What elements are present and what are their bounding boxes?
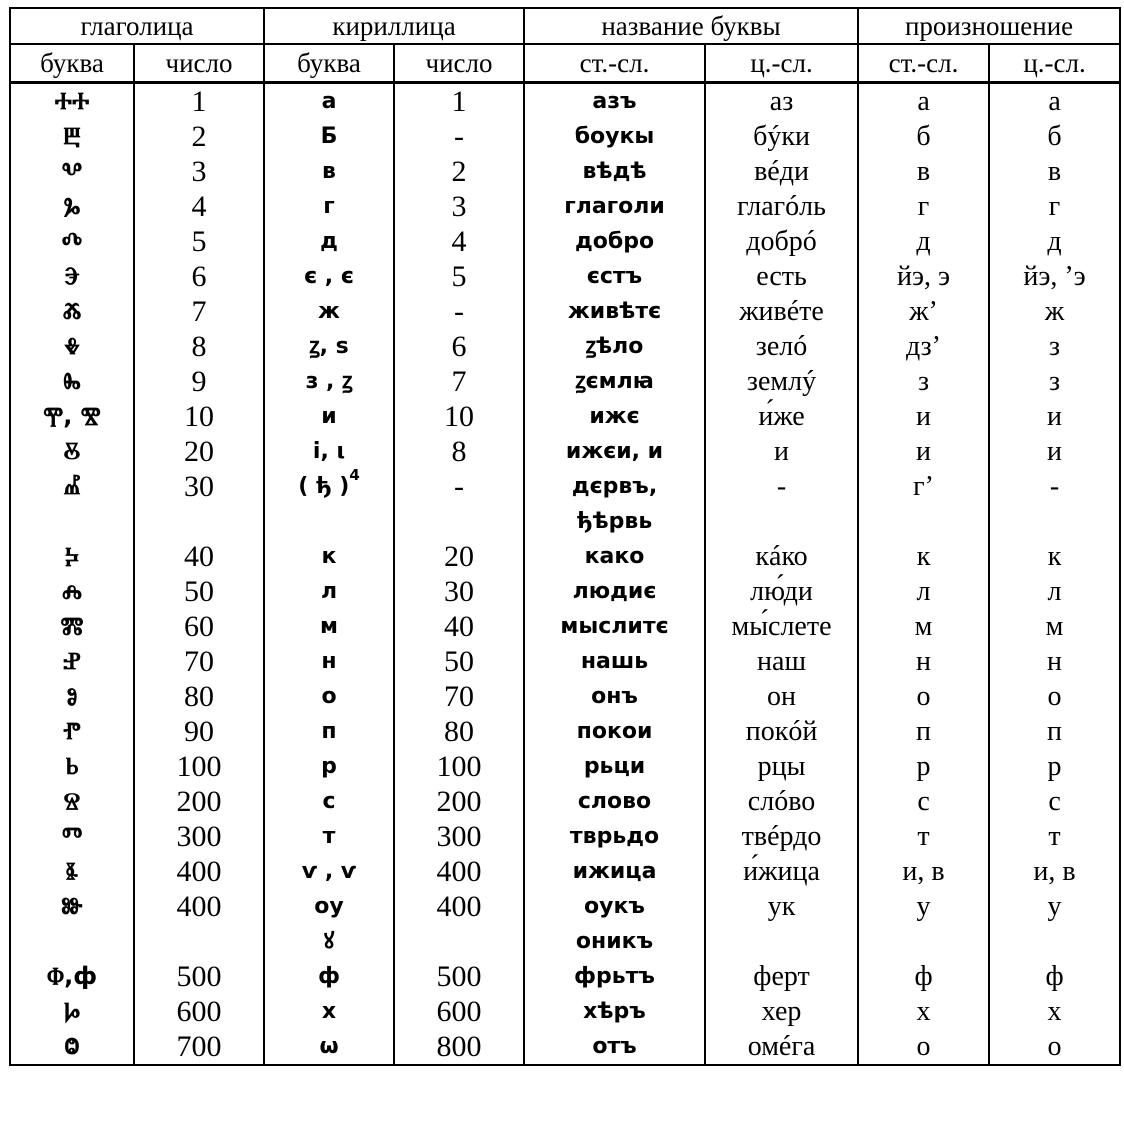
header-letter-name: название буквы xyxy=(524,8,858,44)
name-church-slavonic: слóво xyxy=(705,784,858,819)
pronunciation-old-slavonic: в xyxy=(858,154,989,189)
table-row xyxy=(10,364,1120,399)
cyrillic-number: 50 xyxy=(394,644,524,679)
name-church-slavonic: аз xyxy=(705,83,858,120)
pronunciation-church-slavonic: о xyxy=(989,1029,1120,1065)
pronunciation-old-slavonic: н xyxy=(858,644,989,679)
cyrillic-number: 100 xyxy=(394,749,524,784)
table-row xyxy=(10,1029,1120,1065)
cyrillic-number: - xyxy=(394,469,524,504)
cyrillic-letter: д xyxy=(264,224,394,259)
table-row xyxy=(10,574,1120,609)
cyrillic-letter: оу xyxy=(264,889,394,924)
cyrillic-letter: л xyxy=(264,574,394,609)
cyrillic-letter: р xyxy=(264,749,394,784)
glagolitic-letter: Ⰱ xyxy=(10,119,134,154)
name-church-slavonic: наш xyxy=(705,644,858,679)
cyrillic-number: 1 xyxy=(394,83,524,120)
name-old-slavonic: єстъ xyxy=(524,259,705,294)
glagolitic-letter: Ⱉ xyxy=(10,1029,134,1065)
pronunciation-church-slavonic: и, в xyxy=(989,854,1120,889)
glagolitic-number: 1 xyxy=(134,83,264,120)
glagolitic-number: 30 xyxy=(134,469,264,504)
name-church-slavonic xyxy=(705,924,858,959)
glagolitic-number xyxy=(134,504,264,539)
pronunciation-old-slavonic xyxy=(858,504,989,539)
subheader-glag-letter: буква xyxy=(10,44,134,83)
name-church-slavonic: лю́ди xyxy=(705,574,858,609)
pronunciation-church-slavonic: в xyxy=(989,154,1120,189)
subheader-cyr-number: число xyxy=(394,44,524,83)
glagolitic-letter: Ⰻ xyxy=(10,434,134,469)
glagolitic-number: 400 xyxy=(134,854,264,889)
pronunciation-church-slavonic: и xyxy=(989,399,1120,434)
cyrillic-number: 5 xyxy=(394,259,524,294)
pronunciation-old-slavonic: йэ, э xyxy=(858,259,989,294)
glagolitic-number: 300 xyxy=(134,819,264,854)
name-old-slavonic: ижица xyxy=(524,854,705,889)
cyrillic-number: 3 xyxy=(394,189,524,224)
table-row xyxy=(10,294,1120,329)
pronunciation-church-slavonic: ж xyxy=(989,294,1120,329)
table-body xyxy=(10,83,1120,1066)
name-old-slavonic: добро xyxy=(524,224,705,259)
pronunciation-old-slavonic: г xyxy=(858,189,989,224)
cyrillic-number: 70 xyxy=(394,679,524,714)
glagolitic-letter: Ⰵ xyxy=(10,259,134,294)
name-church-slavonic: вéди xyxy=(705,154,858,189)
glagolitic-number: 50 xyxy=(134,574,264,609)
pronunciation-church-slavonic: а xyxy=(989,83,1120,120)
name-church-slavonic: он xyxy=(705,679,858,714)
name-church-slavonic: ук xyxy=(705,889,858,924)
name-old-slavonic: азъ xyxy=(524,83,705,120)
name-old-slavonic: вѣдѣ xyxy=(524,154,705,189)
subheader-name-cs: ц.-сл. xyxy=(705,44,858,83)
subheader-glag-number: число xyxy=(134,44,264,83)
cyrillic-letter xyxy=(264,504,394,539)
cyrillic-letter: к xyxy=(264,539,394,574)
name-old-slavonic: мыслитє xyxy=(524,609,705,644)
table-row xyxy=(10,644,1120,679)
name-church-slavonic: и xyxy=(705,434,858,469)
name-old-slavonic: живѣтє xyxy=(524,294,705,329)
glagolitic-letter: Ⱁ xyxy=(10,679,134,714)
glagolitic-number: 4 xyxy=(134,189,264,224)
name-old-slavonic: ꙁємлꙗ xyxy=(524,364,705,399)
subheader-name-ocs: ст.-сл. xyxy=(524,44,705,83)
cyrillic-letter: х xyxy=(264,994,394,1029)
pronunciation-old-slavonic: д xyxy=(858,224,989,259)
cyrillic-number: - xyxy=(394,119,524,154)
cyrillic-number: 300 xyxy=(394,819,524,854)
pronunciation-old-slavonic: к xyxy=(858,539,989,574)
cyrillic-number: 800 xyxy=(394,1029,524,1065)
glagolitic-letter: Ⰷ xyxy=(10,329,134,364)
glagolitic-number: 3 xyxy=(134,154,264,189)
table-row xyxy=(10,83,1120,120)
glagolitic-number: 80 xyxy=(134,679,264,714)
name-church-slavonic: бýки xyxy=(705,119,858,154)
name-old-slavonic: глаголи xyxy=(524,189,705,224)
header-group-row xyxy=(10,8,1120,44)
cyrillic-letter: ( ђ )$^4$ xyxy=(264,469,394,504)
pronunciation-church-slavonic: м xyxy=(989,609,1120,644)
pronunciation-old-slavonic: з xyxy=(858,364,989,399)
glagolitic-number: 700 xyxy=(134,1029,264,1065)
glagolitic-number: 5 xyxy=(134,224,264,259)
pronunciation-church-slavonic: - xyxy=(989,469,1120,504)
header-sub-row xyxy=(10,44,1120,83)
glagolitic-letter: Ⱂ xyxy=(10,714,134,749)
name-church-slavonic: кáко xyxy=(705,539,858,574)
name-old-slavonic: рьци xyxy=(524,749,705,784)
cyrillic-letter: ѵ , ѵ xyxy=(264,854,394,889)
pronunciation-church-slavonic: п xyxy=(989,714,1120,749)
glagolitic-number: 500 xyxy=(134,959,264,994)
cyrillic-letter: н xyxy=(264,644,394,679)
name-old-slavonic: слово xyxy=(524,784,705,819)
pronunciation-church-slavonic: н xyxy=(989,644,1120,679)
cyrillic-number: 20 xyxy=(394,539,524,574)
name-church-slavonic: покóй xyxy=(705,714,858,749)
subheader-pron-cs: ц.-сл. xyxy=(989,44,1120,83)
glagolitic-letter: Ⰲ xyxy=(10,154,134,189)
glagolitic-number: 60 xyxy=(134,609,264,644)
name-church-slavonic: и́же xyxy=(705,399,858,434)
pronunciation-church-slavonic: з xyxy=(989,364,1120,399)
pronunciation-church-slavonic: р xyxy=(989,749,1120,784)
name-old-slavonic: хѣръ xyxy=(524,994,705,1029)
pronunciation-church-slavonic: л xyxy=(989,574,1120,609)
cyrillic-letter: ꙁ, ѕ xyxy=(264,329,394,364)
pronunciation-old-slavonic: м xyxy=(858,609,989,644)
cyrillic-number: 30 xyxy=(394,574,524,609)
glagolitic-letter: Ⱛ xyxy=(10,854,134,889)
footnote-marker: 4 xyxy=(349,466,360,484)
name-church-slavonic: и́жица xyxy=(705,854,858,889)
pronunciation-church-slavonic: йэ, ’э xyxy=(989,259,1120,294)
header-pronunciation: произношение xyxy=(858,8,1120,44)
table-row xyxy=(10,679,1120,714)
name-old-slavonic: тврьдо xyxy=(524,819,705,854)
cyrillic-letter: п xyxy=(264,714,394,749)
glagolitic-number: 7 xyxy=(134,294,264,329)
glagolitic-number: 600 xyxy=(134,994,264,1029)
glagolitic-letter: Ⰾ xyxy=(10,574,134,609)
pronunciation-old-slavonic: у xyxy=(858,889,989,924)
pronunciation-old-slavonic: и, в xyxy=(858,854,989,889)
subheader-cyr-letter: буква xyxy=(264,44,394,83)
name-church-slavonic: - xyxy=(705,469,858,504)
name-old-slavonic: нашь xyxy=(524,644,705,679)
glagolitic-letter: Ⱄ xyxy=(10,784,134,819)
glagolitic-letter: Ⰶ xyxy=(10,294,134,329)
table-row xyxy=(10,959,1120,994)
table-row xyxy=(10,539,1120,574)
pronunciation-old-slavonic: г’ xyxy=(858,469,989,504)
glagolitic-letter: Ⰸ xyxy=(10,364,134,399)
table-row xyxy=(10,259,1120,294)
glagolitic-number: 40 xyxy=(134,539,264,574)
glagolitic-letter: Ⱈ xyxy=(10,994,134,1029)
pronunciation-old-slavonic: о xyxy=(858,679,989,714)
table-row xyxy=(10,189,1120,224)
name-church-slavonic: живéте xyxy=(705,294,858,329)
subheader-pron-ocs: ст.-сл. xyxy=(858,44,989,83)
pronunciation-old-slavonic: т xyxy=(858,819,989,854)
table-row xyxy=(10,994,1120,1029)
glagolitic-number xyxy=(134,924,264,959)
cyrillic-letter: т xyxy=(264,819,394,854)
glagolitic-number: 6 xyxy=(134,259,264,294)
name-old-slavonic: оукъ xyxy=(524,889,705,924)
pronunciation-church-slavonic: б xyxy=(989,119,1120,154)
table-row xyxy=(10,154,1120,189)
cyrillic-number: 400 xyxy=(394,889,524,924)
table-row xyxy=(10,749,1120,784)
glagolitic-number: 2 xyxy=(134,119,264,154)
cyrillic-letter: ж xyxy=(264,294,394,329)
cyrillic-letter: м xyxy=(264,609,394,644)
glagolitic-number: 90 xyxy=(134,714,264,749)
name-old-slavonic: ижєи, и xyxy=(524,434,705,469)
cyrillic-number: 400 xyxy=(394,854,524,889)
glagolitic-letter: Ⱀ xyxy=(10,644,134,679)
name-old-slavonic: оникъ xyxy=(524,924,705,959)
name-old-slavonic: отъ xyxy=(524,1029,705,1065)
cyrillic-number: - xyxy=(394,294,524,329)
glagolitic-letter: Ⰹ, Ⰺ xyxy=(10,399,134,434)
name-church-slavonic: хер xyxy=(705,994,858,1029)
name-old-slavonic: боукы xyxy=(524,119,705,154)
glagolitic-letter: Ⱇ,ф xyxy=(10,959,134,994)
name-old-slavonic: ђѣрвь xyxy=(524,504,705,539)
pronunciation-old-slavonic: и xyxy=(858,399,989,434)
pronunciation-old-slavonic: ф xyxy=(858,959,989,994)
name-old-slavonic: ижє xyxy=(524,399,705,434)
pronunciation-old-slavonic: дз’ xyxy=(858,329,989,364)
table-row xyxy=(10,399,1120,434)
cyrillic-letter: а xyxy=(264,83,394,120)
pronunciation-church-slavonic: о xyxy=(989,679,1120,714)
glagolitic-letter: Ⰴ xyxy=(10,224,134,259)
pronunciation-old-slavonic: х xyxy=(858,994,989,1029)
cyrillic-number: 200 xyxy=(394,784,524,819)
pronunciation-church-slavonic xyxy=(989,504,1120,539)
glagolitic-letter xyxy=(10,924,134,959)
cyrillic-number: 6 xyxy=(394,329,524,364)
name-church-slavonic: зелó xyxy=(705,329,858,364)
pronunciation-old-slavonic: а xyxy=(858,83,989,120)
glagolitic-number: 70 xyxy=(134,644,264,679)
cyrillic-letter: о xyxy=(264,679,394,714)
pronunciation-church-slavonic: д xyxy=(989,224,1120,259)
cyrillic-letter: ф xyxy=(264,959,394,994)
cyrillic-letter: є , є xyxy=(264,259,394,294)
glagolitic-number: 20 xyxy=(134,434,264,469)
table-row xyxy=(10,889,1120,924)
glagolitic-letter: Ⰼ xyxy=(10,469,134,504)
glagolitic-letter: Ⰽ xyxy=(10,539,134,574)
table-row xyxy=(10,784,1120,819)
cyrillic-letter: Б xyxy=(264,119,394,154)
cyrillic-letter: ѡ xyxy=(264,1029,394,1065)
pronunciation-church-slavonic: с xyxy=(989,784,1120,819)
table-row xyxy=(10,504,1120,539)
pronunciation-old-slavonic: б xyxy=(858,119,989,154)
pronunciation-old-slavonic: ж’ xyxy=(858,294,989,329)
name-old-slavonic: ꙁѣло xyxy=(524,329,705,364)
header-cyrillic: кириллица xyxy=(264,8,524,44)
name-church-slavonic: добрó xyxy=(705,224,858,259)
table-row xyxy=(10,924,1120,959)
pronunciation-old-slavonic: л xyxy=(858,574,989,609)
glagolitic-number: 9 xyxy=(134,364,264,399)
cyrillic-letter: в xyxy=(264,154,394,189)
pronunciation-church-slavonic: ф xyxy=(989,959,1120,994)
name-church-slavonic: землý xyxy=(705,364,858,399)
alphabet-table xyxy=(9,7,1121,1066)
name-old-slavonic: онъ xyxy=(524,679,705,714)
cyrillic-number: 7 xyxy=(394,364,524,399)
cyrillic-number: 80 xyxy=(394,714,524,749)
cyrillic-number: 600 xyxy=(394,994,524,1029)
pronunciation-old-slavonic: п xyxy=(858,714,989,749)
header-glagolitic: глаголица xyxy=(10,8,264,44)
table-row xyxy=(10,224,1120,259)
glagolitic-letter xyxy=(10,504,134,539)
glagolitic-number: 100 xyxy=(134,749,264,784)
name-church-slavonic: омéга xyxy=(705,1029,858,1065)
glagolitic-letter: Ⰿ xyxy=(10,609,134,644)
glagolitic-letter: Ⰳ xyxy=(10,189,134,224)
cyrillic-number: 10 xyxy=(394,399,524,434)
name-old-slavonic: фрьтъ xyxy=(524,959,705,994)
glagolitic-letter: Ⱆ xyxy=(10,889,134,924)
table-row xyxy=(10,714,1120,749)
glagolitic-number: 400 xyxy=(134,889,264,924)
pronunciation-church-slavonic xyxy=(989,924,1120,959)
name-old-slavonic: дєрвъ, xyxy=(524,469,705,504)
cyrillic-letter: з , ꙁ xyxy=(264,364,394,399)
cyrillic-letter: і, ι xyxy=(264,434,394,469)
name-church-slavonic: есть xyxy=(705,259,858,294)
cyrillic-letter: ꙋ xyxy=(264,924,394,959)
name-church-slavonic: ферт xyxy=(705,959,858,994)
pronunciation-old-slavonic: о xyxy=(858,1029,989,1065)
pronunciation-church-slavonic: у xyxy=(989,889,1120,924)
name-old-slavonic: како xyxy=(524,539,705,574)
table-row xyxy=(10,469,1120,504)
table-row xyxy=(10,854,1120,889)
pronunciation-church-slavonic: т xyxy=(989,819,1120,854)
pronunciation-old-slavonic: и xyxy=(858,434,989,469)
name-church-slavonic: твéрдо xyxy=(705,819,858,854)
table-row xyxy=(10,329,1120,364)
name-church-slavonic xyxy=(705,504,858,539)
cyrillic-number: 4 xyxy=(394,224,524,259)
glagolitic-letter: Ⱃ xyxy=(10,749,134,784)
pronunciation-church-slavonic: з xyxy=(989,329,1120,364)
glagolitic-letter: ⰀⰀ xyxy=(10,83,134,120)
pronunciation-church-slavonic: г xyxy=(989,189,1120,224)
cyrillic-number: 40 xyxy=(394,609,524,644)
pronunciation-old-slavonic xyxy=(858,924,989,959)
pronunciation-church-slavonic: х xyxy=(989,994,1120,1029)
table-row xyxy=(10,609,1120,644)
table-row xyxy=(10,819,1120,854)
name-church-slavonic: мы́слете xyxy=(705,609,858,644)
table-row xyxy=(10,434,1120,469)
cyrillic-number: 8 xyxy=(394,434,524,469)
cyrillic-number xyxy=(394,504,524,539)
pronunciation-church-slavonic: к xyxy=(989,539,1120,574)
name-old-slavonic: людиє xyxy=(524,574,705,609)
glagolitic-number: 8 xyxy=(134,329,264,364)
cyrillic-number: 2 xyxy=(394,154,524,189)
glagolitic-number: 10 xyxy=(134,399,264,434)
cyrillic-number xyxy=(394,924,524,959)
cyrillic-letter: с xyxy=(264,784,394,819)
pronunciation-old-slavonic: р xyxy=(858,749,989,784)
table-row xyxy=(10,119,1120,154)
glagolitic-letter: Ⱅ xyxy=(10,819,134,854)
cyrillic-number: 500 xyxy=(394,959,524,994)
cyrillic-letter: г xyxy=(264,189,394,224)
glagolitic-number: 200 xyxy=(134,784,264,819)
pronunciation-church-slavonic: и xyxy=(989,434,1120,469)
name-church-slavonic: глагóль xyxy=(705,189,858,224)
cyrillic-letter: и xyxy=(264,399,394,434)
name-old-slavonic: покои xyxy=(524,714,705,749)
name-church-slavonic: рцы xyxy=(705,749,858,784)
pronunciation-old-slavonic: с xyxy=(858,784,989,819)
